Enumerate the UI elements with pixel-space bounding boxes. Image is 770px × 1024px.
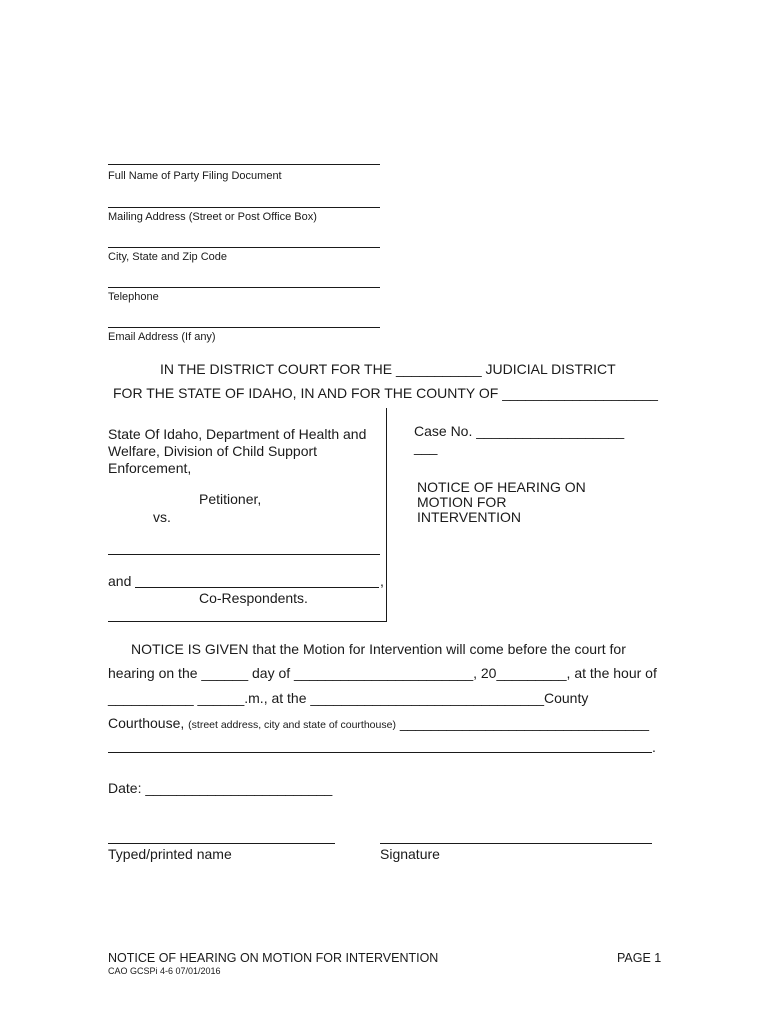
case-number-blank[interactable]: ___________________ (476, 423, 625, 439)
city-state-zip-line[interactable] (108, 247, 380, 248)
city-state-zip-label: City, State and Zip Code (108, 251, 228, 263)
mailing-address-line[interactable] (108, 207, 380, 208)
email-label: Email Address (If any) (108, 331, 216, 343)
county-blank[interactable]: ____________________ (502, 385, 658, 401)
date-row (108, 780, 332, 796)
courthouse-note: (street address, city and state of courthouse) (188, 719, 396, 731)
co-respondent-line[interactable] (135, 587, 379, 588)
court-header-suffix: JUDICIAL DISTRICT (485, 361, 616, 377)
state-county-prefix: FOR THE STATE OF IDAHO, IN AND FOR THE COUNTY OF (113, 385, 499, 401)
case-number-label: Case No. (414, 423, 473, 439)
typed-name-line[interactable] (108, 843, 335, 844)
mailing-address-label: Mailing Address (Street or Post Office Box) (108, 211, 317, 223)
respondent-line[interactable] (108, 554, 380, 555)
notice-line-4 (108, 715, 649, 731)
email-line[interactable] (108, 327, 380, 328)
notice-line-2[interactable]: hearing on the ______ day of _______________________, 20_________, at the hour of (108, 665, 657, 681)
footer-form-code: CAO GCSPi 4-6 07/01/2016 (108, 966, 221, 976)
date-label: Date: (108, 780, 142, 796)
footer-title: NOTICE OF HEARING ON MOTION FOR INTERVENTION (108, 951, 439, 965)
case-number-continuation[interactable]: ___ (414, 439, 438, 455)
courthouse-label: Courthouse, (108, 715, 185, 731)
date-blank[interactable]: ________________________ (145, 780, 333, 796)
judicial-district-blank[interactable]: ___________ (395, 361, 482, 377)
notice-line-3[interactable]: ___________ ______.m., at the ______________________________County (108, 690, 589, 706)
court-header-line-2 (113, 385, 658, 401)
caption-divider (386, 408, 387, 622)
petitioner-label: Petitioner, (199, 491, 262, 507)
vs-label: vs. (153, 509, 171, 525)
caption-bottom-line (108, 621, 387, 622)
telephone-line[interactable] (108, 287, 380, 288)
and-label: and (108, 573, 132, 589)
case-number-row (414, 423, 624, 439)
petitioner-name: State Of Idaho, Department of Health and Welfare, Division of Child Support Enforcement, (108, 426, 367, 476)
full-name-line[interactable] (108, 164, 380, 165)
courthouse-address-blank[interactable]: ________________________________ (399, 715, 649, 731)
full-name-label: Full Name of Party Filing Document (108, 170, 282, 182)
court-header-line-1 (160, 361, 616, 377)
courthouse-address-line-2[interactable] (108, 752, 652, 753)
signature-line[interactable] (380, 843, 652, 844)
co-respondents-label: Co-Respondents. (199, 590, 308, 606)
footer-page-label: PAGE 1 (617, 951, 662, 965)
typed-name-label: Typed/printed name (108, 846, 232, 862)
signature-label: Signature (380, 846, 440, 862)
telephone-label: Telephone (108, 291, 159, 303)
court-header-prefix: IN THE DISTRICT COURT FOR THE (160, 361, 393, 377)
notice-line-1: NOTICE IS GIVEN that the Motion for Intervention will come before the court for (131, 641, 626, 657)
notice-line-5-end: . (652, 739, 656, 755)
document-title: NOTICE OF HEARING ON MOTION FOR INTERVENTION (417, 479, 586, 525)
co-respondent-comma: , (380, 573, 384, 589)
